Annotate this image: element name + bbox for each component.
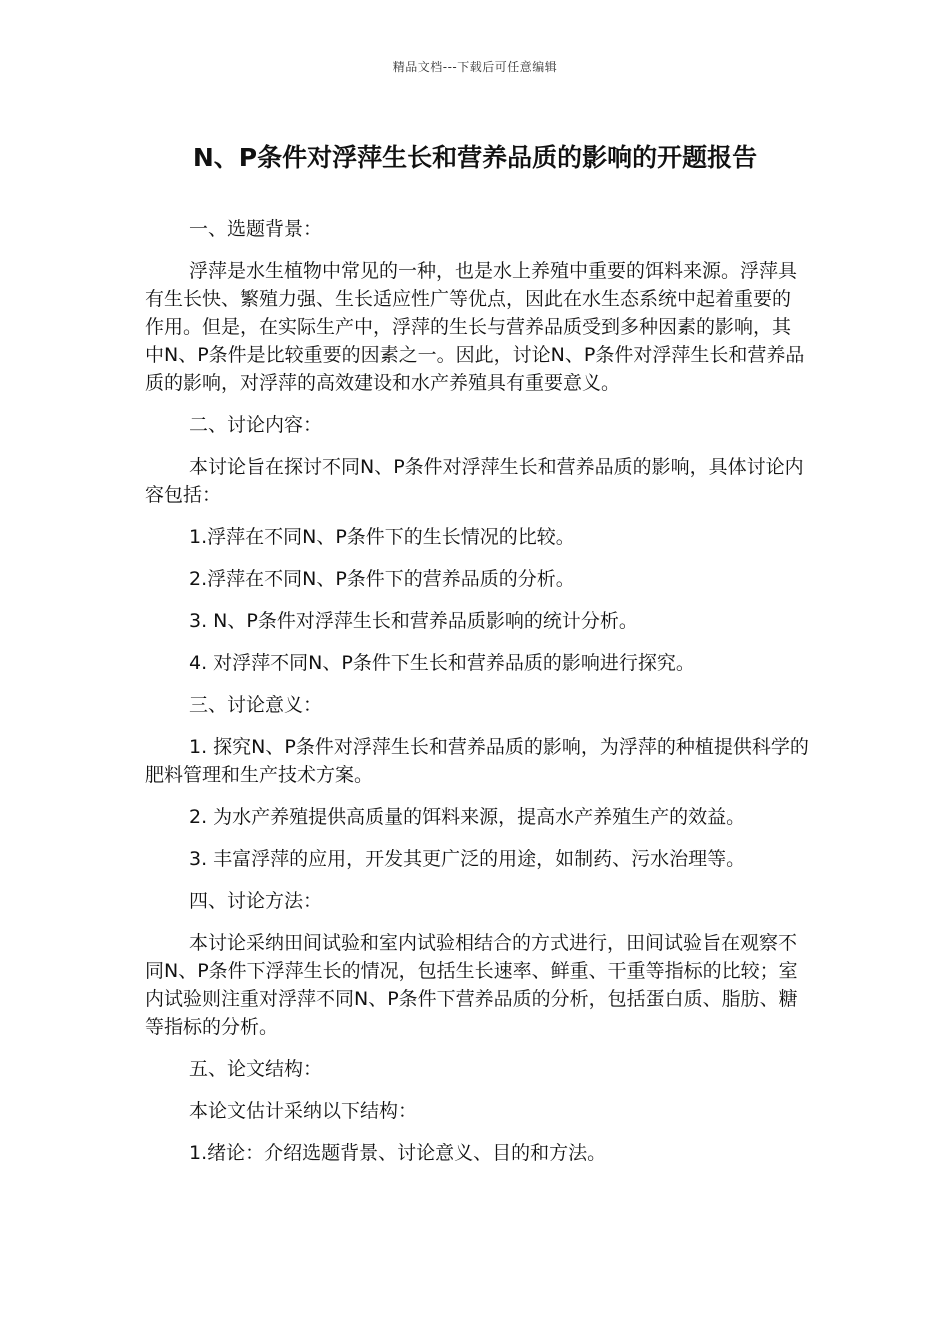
list-item-significance-2: 2. 为水产养殖提供高质量的饵料来源，提高水产养殖生产的效益。 <box>189 806 746 828</box>
section-heading-content: 二、讨论内容： <box>189 414 323 436</box>
list-item-content-3: 3. N、P条件对浮萍生长和营养品质影响的统计分析。 <box>189 610 638 632</box>
paragraph-methods: 本讨论采纳田间试验和室内试验相结合的方式进行，田间试验旨在观察不同N、P条件下浮萍生长的情况，包括生长速率、鲜重、干重等指标的比较；室内试验则注重对浮萍不同N、P条件下营养品质的分析，包括蛋白质、脂肪、糖等指标的分析。 <box>145 932 798 1038</box>
section-heading-methods: 四、讨论方法： <box>189 890 323 912</box>
list-item-significance-1: 1. 探究N、P条件对浮萍生长和营养品质的影响，为浮萍的种植提供科学的肥料管理和生产技术方案。 <box>145 736 809 786</box>
document-body <box>145 215 809 1181</box>
list-item-content-2: 2.浮萍在不同N、P条件下的营养品质的分析。 <box>189 568 575 590</box>
document-title: N、P条件对浮萍生长和营养品质的影响的开题报告 <box>192 143 758 172</box>
list-item-significance-3: 3. 丰富浮萍的应用，开发其更广泛的用途，如制药、污水治理等。 <box>189 848 746 870</box>
header-note: 精品文档---下载后可任意编辑 <box>392 60 558 74</box>
list-item-content-1: 1.浮萍在不同N、P条件下的生长情况的比较。 <box>189 526 575 548</box>
list-item-structure-1: 1.绪论：介绍选题背景、讨论意义、目的和方法。 <box>189 1142 607 1164</box>
paragraph-content-intro: 本讨论旨在探讨不同N、P条件对浮萍生长和营养品质的影响，具体讨论内容包括： <box>145 456 804 506</box>
paragraph-structure-intro: 本论文估计采纳以下结构： <box>189 1100 418 1122</box>
section-heading-background: 一、选题背景： <box>189 218 323 240</box>
section-heading-structure: 五、论文结构： <box>189 1058 323 1080</box>
section-heading-significance: 三、讨论意义： <box>189 694 323 716</box>
list-item-content-4: 4. 对浮萍不同N、P条件下生长和营养品质的影响进行探究。 <box>189 652 695 674</box>
paragraph-background: 浮萍是水生植物中常见的一种，也是水上养殖中重要的饵料来源。浮萍具有生长快、繁殖力强、生长适应性广等优点，因此在水生态系统中起着重要的作用。但是，在实际生产中，浮萍的生长与营养品质受到多种因素的影响，其中N、P条件是比较重要的因素之一。因此，讨论N、P条件对浮萍生长和营养品质的影响，对浮萍的高效建设和水产养殖具有重要意义。 <box>145 260 805 394</box>
